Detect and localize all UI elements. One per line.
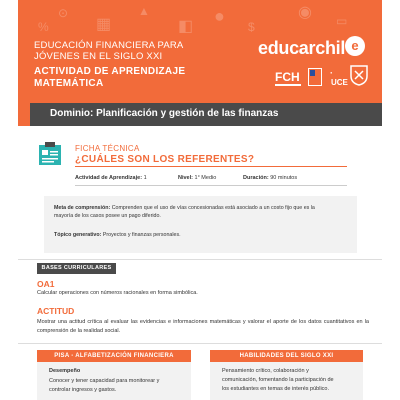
coin-icon: ⊙	[58, 6, 69, 20]
attitude-title: ACTITUD	[37, 306, 75, 316]
section-divider	[18, 259, 382, 260]
pisa-header: PISA - ALFABETIZACIÓN FINANCIERA	[37, 350, 191, 362]
domain-title: Dominio: Planificación y gestión de las finanzas	[50, 108, 279, 119]
level: Nivel: 1° Medio	[178, 175, 217, 181]
fch-logo-underline	[275, 84, 301, 86]
ficha-title: ¿CUÁLES SON LOS REFERENTES?	[75, 154, 255, 165]
educarchile-logo: educarchil	[258, 38, 346, 58]
skills-header: HABILIDADES DEL SIGLO XXI	[210, 350, 363, 362]
attitude-text: Mostrar una actitud crítica al evaluar las evidencias e informaciones matemáticas y valorar el aporte de los datos cuantitativos en la comprensión de la realidad social.	[37, 319, 369, 334]
piggy-bank-icon: ●	[214, 6, 225, 26]
bases-curriculares-tag: BASES CURRICULARES	[37, 263, 116, 274]
dollar-icon: $	[248, 20, 255, 34]
activity-title: ACTIVIDAD DE APRENDIZAJE MATEMÁTICA	[34, 66, 186, 89]
fch-logo: FCH	[275, 70, 300, 84]
duration: Duración: 90 minutos	[243, 175, 298, 181]
ficha-label: FICHA TÉCNICA	[75, 144, 140, 153]
comprehension-goal-continued: mayoría de los casos posee un pago diferido.	[54, 213, 161, 219]
pisa-line-2: controlar ingresos y gastos.	[49, 387, 117, 393]
meta-divider	[75, 185, 347, 186]
skills-line-3: los estudiantes en temas de interés público.	[222, 386, 330, 392]
generative-topic: Tópico generativo: Proyectos y finanzas personales.	[54, 232, 181, 238]
wallet-icon: ◧	[178, 18, 194, 35]
skills-line-1: Pensamiento crítico, colaboración y	[222, 368, 309, 374]
government-logo	[308, 68, 322, 86]
oa-text: Calcular operaciones con números racionales en forma simbólica.	[37, 290, 198, 296]
bag-icon: ◉	[298, 4, 312, 21]
activity-number: Actividad de Aprendizaje: 1	[75, 175, 147, 181]
calculator-icon: ▦	[96, 16, 112, 33]
oa-title: OA1	[37, 279, 55, 289]
clipboard-icon	[36, 140, 64, 166]
program-title: EDUCACIÓN FINANCIERA PARA JÓVENES EN EL SIGLO XXI	[34, 40, 183, 62]
chart-icon: ▲	[138, 4, 150, 18]
percent-icon: %	[38, 20, 49, 34]
skills-line-2: comunicación, fomentando la participación de	[222, 377, 334, 383]
pisa-label: Desempeño	[49, 368, 81, 374]
uce-logo-mark: ·	[330, 68, 333, 78]
uce-logo: UCE	[331, 78, 348, 87]
comprehension-goal: Meta de comprensión: Comprenden que el uso de vías concesionadas está asociado a un costo fijo que es la	[54, 205, 315, 211]
card-icon: ▭	[336, 14, 348, 28]
section-divider-2	[18, 343, 382, 344]
educarchile-logo-badge: e	[345, 36, 365, 56]
pisa-line-1: Conocer y tener capacidad para monitorear y	[49, 378, 160, 384]
university-crest-icon	[349, 64, 369, 86]
domain-accent	[18, 103, 30, 126]
ficha-divider	[75, 166, 347, 167]
header-banner	[18, 0, 382, 103]
